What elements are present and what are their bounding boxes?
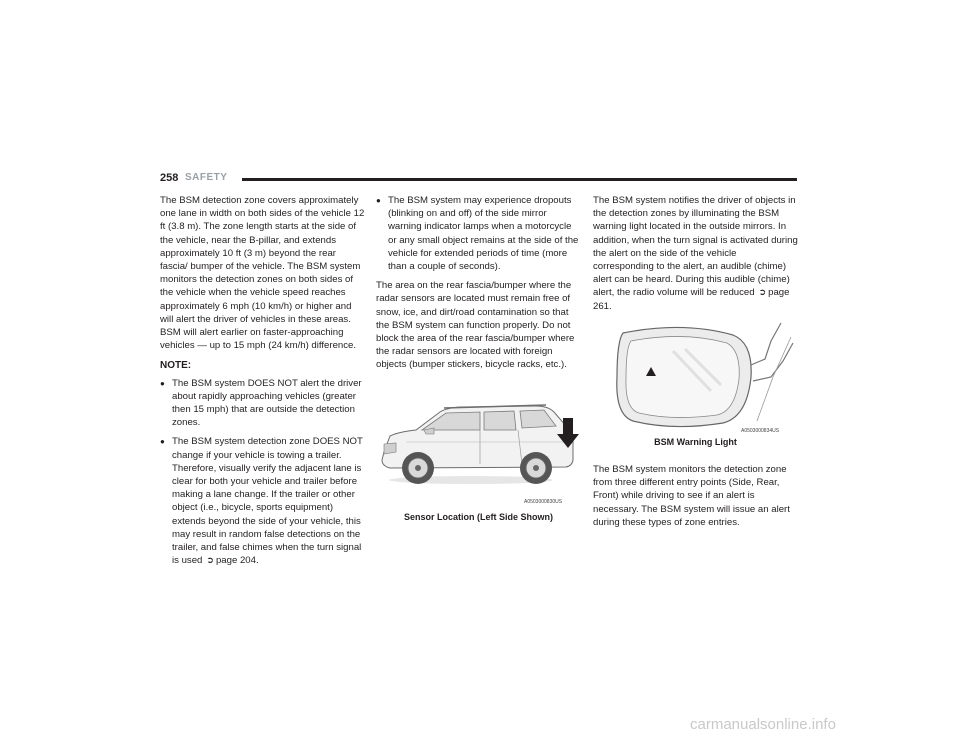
- header-rule: [242, 178, 797, 181]
- entry-points-paragraph: The BSM system monitors the detection zone from three different entry points (Side, Rear, Front) while driving to see if an alert is necessary. The BSM system will issue an alert during these types of zone entries.: [593, 464, 790, 528]
- figure-caption: Sensor Location (Left Side Shown): [403, 511, 553, 522]
- page-ref-arrow-icon: ➲: [206, 555, 214, 566]
- watermark: carmanualsonline.info: [690, 716, 836, 733]
- figure-caption: BSM Warning Light: [654, 436, 737, 447]
- page-number: 258: [160, 172, 179, 184]
- section-title: SAFETY: [185, 172, 228, 183]
- side-mirror-illustration: [593, 321, 798, 433]
- detection-zone-paragraph: The BSM detection zone covers approximately one lane in width on both sides of the vehicle 12 ft (3.8 m). The zone length starts at the side of the vehicle, near the B-pillar, and extends approximately 10 ft (3 m) beyond the rear fascia/ bumper of the vehicle. The BSM system monitors the detection zones on both sides of the vehicle when the vehicle speed reaches approximately 6 mph (10 km/h) or higher and will alert the driver of vehicles in these areas. BSM will alert earlier on faster-approaching vehicles — up to 15 mph (24 km/h) difference.: [160, 195, 365, 352]
- page-ref-arrow-icon: ➲: [758, 287, 767, 298]
- column-3: [593, 194, 798, 536]
- note-list-continued: [376, 194, 581, 273]
- sensor-location-figure: [376, 394, 581, 508]
- list-item: [160, 377, 365, 430]
- bullet-text: The BSM system detection zone DOES NOT change if your vehicle is towing a trailer. Therefore, visually verify the adjacent lane is clear for both your vehicle and trailer before making a lane change. If the trailer or other object (i.e., bicycle, sports equipment) extends beyond the side of your vehicle, this may result in random false detections on the trailer, and false chimes when the turn signal is used: [172, 436, 363, 567]
- column-2: [376, 194, 581, 524]
- alert-text: The BSM system notifies the driver of objects in the detection zones by illuminating the BSM warning light located in the outside mirrors. In addition, when the turn signal is activated during the alert on the side of the vehicle corresponding to the alert, an audible (chime) alert can be heard. During this audible (chime) alert, the radio volume will be reduced: [593, 195, 798, 299]
- page-header: [160, 172, 797, 188]
- bsm-warning-light-figure: [593, 321, 798, 433]
- alert-paragraph: [593, 194, 798, 313]
- page-ref-link[interactable]: page 261.: [593, 287, 790, 312]
- note-list: [160, 377, 365, 568]
- vehicle-side-illustration: [376, 394, 581, 502]
- bullet-text: The BSM system may experience dropouts (blinking on and off) of the side mirror warning indicator lamps when a motorcycle or any small object remains at the side of the vehicle for extended periods of time (more than a couple of seconds).: [388, 195, 579, 273]
- bullet-text: The BSM system DOES NOT alert the driver about rapidly approaching vehicles (greater then 15 mph) that are outside the detection zones.: [172, 377, 362, 429]
- list-item: [376, 194, 581, 273]
- note-label: NOTE:: [160, 360, 192, 372]
- page-ref-link[interactable]: page 204.: [215, 555, 259, 567]
- figure-code: A0503000834US: [741, 427, 780, 434]
- column-1: [160, 194, 365, 573]
- figure-code: A0503000830US: [524, 498, 563, 505]
- sensor-area-paragraph: The area on the rear fascia/bumper where the radar sensors are located must remain free of snow, ice, and dirt/road contamination so that the BSM system can function properly. Do not block the area of the rear fascia/bumper where the radar sensors are located with foreign objects (bumper stickers, bicycle racks, etc.).: [376, 280, 575, 371]
- list-item: [160, 435, 365, 567]
